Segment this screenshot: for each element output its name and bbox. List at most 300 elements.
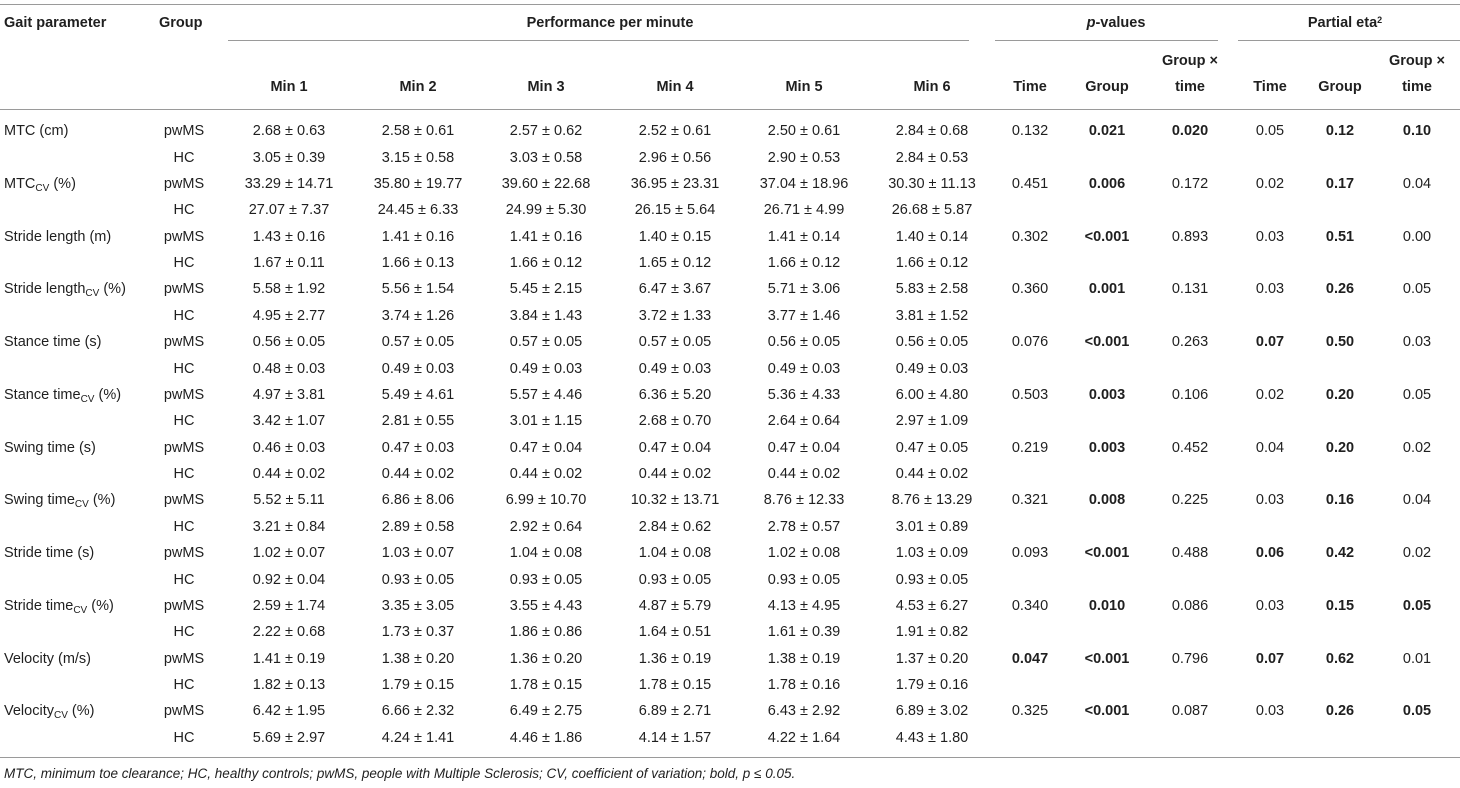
hc-min-1-value: 0.48 ± 0.03 xyxy=(252,361,326,377)
hc-min-4-value: 2.84 ± 0.62 xyxy=(638,519,712,535)
pwms-min-6-value: 0.47 ± 0.05 xyxy=(895,440,969,456)
hc-min-4-value: 1.65 ± 0.12 xyxy=(638,255,712,271)
eta-value-time: 0.07 xyxy=(1255,651,1285,667)
hc-min-6-value: 4.43 ± 1.80 xyxy=(895,730,969,746)
p-value-group: <0.001 xyxy=(1084,651,1130,667)
parameter-name: Stride length (m) xyxy=(4,229,112,245)
group-label-hc: HC xyxy=(173,624,195,640)
eta-value-group: 0.12 xyxy=(1325,123,1355,139)
eta-value-group: 0.42 xyxy=(1325,545,1355,561)
header-p-gxt-line2: time xyxy=(1175,79,1205,95)
header-pvalues-p: p xyxy=(1086,15,1096,31)
eta-value-time: 0.03 xyxy=(1255,281,1285,297)
hc-min-1-value: 5.69 ± 2.97 xyxy=(252,730,326,746)
hc-min-6-value: 3.01 ± 0.89 xyxy=(895,519,969,535)
hc-min-5-value: 1.61 ± 0.39 xyxy=(767,624,841,640)
p-value-time: 0.340 xyxy=(1011,598,1049,614)
hc-min-1-value: 1.82 ± 0.13 xyxy=(252,677,326,693)
hc-min-6-value: 1.79 ± 0.16 xyxy=(895,677,969,693)
pwms-min-5-value: 37.04 ± 18.96 xyxy=(759,176,849,192)
hc-min-1-value: 27.07 ± 7.37 xyxy=(248,202,330,218)
group-label-pwms: pwMS xyxy=(163,703,205,719)
pwms-min-6-value: 6.00 ± 4.80 xyxy=(895,387,969,403)
eta-value-group-x-time: 0.02 xyxy=(1402,440,1432,456)
eta-value-time: 0.03 xyxy=(1255,598,1285,614)
pwms-min-3-value: 39.60 ± 22.68 xyxy=(501,176,591,192)
pwms-min-6-value: 0.56 ± 0.05 xyxy=(895,334,969,350)
hc-min-1-value: 0.92 ± 0.04 xyxy=(252,572,326,588)
pwms-min-6-value: 1.37 ± 0.20 xyxy=(895,651,969,667)
hc-min-3-value: 3.84 ± 1.43 xyxy=(509,308,583,324)
p-value-group-x-time: 0.452 xyxy=(1171,440,1209,456)
parameter-unit: (%) xyxy=(49,176,76,192)
header-min-4: Min 4 xyxy=(656,79,694,95)
parameter-name: Velocity (m/s) xyxy=(4,651,92,667)
parameter-name: Stance time xyxy=(4,387,81,403)
hc-min-6-value: 2.97 ± 1.09 xyxy=(895,413,969,429)
p-value-group: 0.021 xyxy=(1088,123,1126,139)
hc-min-1-value: 1.67 ± 0.11 xyxy=(253,255,325,271)
pwms-min-3-value: 2.57 ± 0.62 xyxy=(509,123,583,139)
hc-min-2-value: 1.79 ± 0.15 xyxy=(381,677,455,693)
pwms-min-5-value: 1.02 ± 0.08 xyxy=(767,545,841,561)
group-label-pwms: pwMS xyxy=(163,545,205,561)
parameter-name: MTC (cm) xyxy=(4,123,69,139)
eta-value-group: 0.15 xyxy=(1325,598,1355,614)
p-value-group-x-time: 0.796 xyxy=(1171,651,1209,667)
group-label-pwms: pwMS xyxy=(163,176,205,192)
hc-min-3-value: 2.92 ± 0.64 xyxy=(509,519,583,535)
hc-min-5-value: 26.71 ± 4.99 xyxy=(763,202,845,218)
hc-min-6-value: 2.84 ± 0.53 xyxy=(895,150,969,166)
pwms-min-4-value: 2.52 ± 0.61 xyxy=(638,123,712,139)
pwms-min-1-value: 0.56 ± 0.05 xyxy=(252,334,326,350)
parameter-name: Stride length xyxy=(4,281,86,297)
eta-value-group: 0.26 xyxy=(1325,281,1355,297)
p-value-time: 0.219 xyxy=(1011,440,1049,456)
pwms-min-4-value: 36.95 ± 23.31 xyxy=(630,176,720,192)
hc-min-3-value: 1.86 ± 0.86 xyxy=(509,624,583,640)
hc-min-1-value: 3.21 ± 0.84 xyxy=(252,519,326,535)
hc-min-4-value: 1.64 ± 0.51 xyxy=(638,624,712,640)
hc-min-6-value: 0.49 ± 0.03 xyxy=(895,361,969,377)
eta-underline xyxy=(1238,40,1460,41)
footnote: MTC, minimum toe clearance; HC, healthy controls; pwMS, people with Multiple Sclerosis; CV, coefficient of variation; bold, p ≤ 0.05. xyxy=(4,766,796,781)
eta-value-group-x-time: 0.04 xyxy=(1402,176,1432,192)
eta-value-group-x-time: 0.05 xyxy=(1402,598,1432,614)
pwms-min-6-value: 6.89 ± 3.02 xyxy=(895,703,969,719)
p-value-group: 0.001 xyxy=(1088,281,1126,297)
parameter-label xyxy=(4,439,96,457)
p-value-group-x-time: 0.106 xyxy=(1171,387,1209,403)
hc-min-1-value: 3.42 ± 1.07 xyxy=(252,413,326,429)
hc-min-2-value: 1.73 ± 0.37 xyxy=(381,624,455,640)
p-value-group: 0.006 xyxy=(1088,176,1126,192)
group-label-hc: HC xyxy=(173,202,195,218)
eta-value-time: 0.05 xyxy=(1255,123,1285,139)
group-label-hc: HC xyxy=(173,150,195,166)
eta-value-group: 0.20 xyxy=(1325,387,1355,403)
pwms-min-5-value: 2.50 ± 0.61 xyxy=(767,123,841,139)
pwms-min-2-value: 3.35 ± 3.05 xyxy=(381,598,455,614)
pwms-min-1-value: 33.29 ± 14.71 xyxy=(244,176,334,192)
p-value-time: 0.093 xyxy=(1011,545,1049,561)
p-value-group-x-time: 0.225 xyxy=(1171,492,1209,508)
pwms-min-4-value: 6.89 ± 2.71 xyxy=(638,703,712,719)
hc-min-3-value: 1.66 ± 0.12 xyxy=(509,255,583,271)
parameter-unit: (%) xyxy=(88,492,116,508)
eta-value-time: 0.03 xyxy=(1255,492,1285,508)
hc-min-2-value: 3.74 ± 1.26 xyxy=(381,308,455,324)
hc-min-1-value: 4.95 ± 2.77 xyxy=(252,308,326,324)
p-value-group-x-time: 0.086 xyxy=(1171,598,1209,614)
eta-value-group: 0.50 xyxy=(1325,334,1355,350)
hc-min-4-value: 26.15 ± 5.64 xyxy=(634,202,716,218)
p-value-group-x-time: 0.131 xyxy=(1171,281,1209,297)
parameter-name: MTC xyxy=(4,176,36,192)
parameter-name: Swing time (s) xyxy=(4,440,96,456)
hc-min-3-value: 3.03 ± 0.58 xyxy=(509,150,583,166)
parameter-label xyxy=(4,386,121,404)
header-min-3: Min 3 xyxy=(527,79,565,95)
eta-value-time: 0.02 xyxy=(1255,176,1285,192)
p-value-time: 0.132 xyxy=(1011,123,1049,139)
pwms-min-5-value: 1.41 ± 0.14 xyxy=(767,229,841,245)
hc-min-5-value: 0.93 ± 0.05 xyxy=(767,572,841,588)
eta-value-time: 0.04 xyxy=(1255,440,1285,456)
p-value-group: 0.008 xyxy=(1088,492,1126,508)
hc-min-3-value: 0.49 ± 0.03 xyxy=(509,361,583,377)
eta-value-group: 0.17 xyxy=(1325,176,1355,192)
p-value-group: 0.003 xyxy=(1088,440,1126,456)
eta-value-group: 0.26 xyxy=(1325,703,1355,719)
pwms-min-5-value: 8.76 ± 12.33 xyxy=(763,492,845,508)
pwms-min-3-value: 5.45 ± 2.15 xyxy=(509,281,583,297)
hc-min-5-value: 1.78 ± 0.16 xyxy=(767,677,841,693)
pwms-min-1-value: 5.52 ± 5.11 xyxy=(253,492,325,508)
pwms-min-2-value: 0.47 ± 0.03 xyxy=(381,440,455,456)
group-label-hc: HC xyxy=(173,255,195,271)
parameter-label xyxy=(4,650,91,668)
hc-min-2-value: 24.45 ± 6.33 xyxy=(377,202,459,218)
parameter-name: Swing time xyxy=(4,492,75,508)
header-min-2: Min 2 xyxy=(399,79,437,95)
eta-value-group-x-time: 0.10 xyxy=(1402,123,1432,139)
group-label-pwms: pwMS xyxy=(163,229,205,245)
pwms-min-3-value: 5.57 ± 4.46 xyxy=(509,387,583,403)
hc-min-6-value: 1.91 ± 0.82 xyxy=(895,624,969,640)
p-value-time: 0.321 xyxy=(1011,492,1049,508)
hc-min-1-value: 3.05 ± 0.39 xyxy=(252,150,326,166)
parameter-subscript: CV xyxy=(85,288,100,299)
hc-min-3-value: 24.99 ± 5.30 xyxy=(505,202,587,218)
pwms-min-1-value: 1.02 ± 0.07 xyxy=(252,545,326,561)
hc-min-6-value: 3.81 ± 1.52 xyxy=(895,308,969,324)
hc-min-2-value: 2.81 ± 0.55 xyxy=(381,413,455,429)
hc-min-2-value: 1.66 ± 0.13 xyxy=(381,255,455,271)
group-label-pwms: pwMS xyxy=(163,334,205,350)
pwms-min-4-value: 10.32 ± 13.71 xyxy=(630,492,720,508)
parameter-label xyxy=(4,175,76,193)
header-partial-eta-text: Partial eta xyxy=(1307,15,1378,31)
hc-min-5-value: 2.90 ± 0.53 xyxy=(767,150,841,166)
pwms-min-4-value: 0.57 ± 0.05 xyxy=(638,334,712,350)
pwms-min-6-value: 5.83 ± 2.58 xyxy=(895,281,969,297)
p-value-time: 0.076 xyxy=(1011,334,1049,350)
hc-min-2-value: 3.15 ± 0.58 xyxy=(381,150,455,166)
parameter-unit: (%) xyxy=(99,281,126,297)
eta-value-group-x-time: 0.03 xyxy=(1402,334,1432,350)
pwms-min-1-value: 5.58 ± 1.92 xyxy=(252,281,326,297)
group-label-hc: HC xyxy=(173,466,195,482)
group-label-hc: HC xyxy=(173,361,195,377)
pwms-min-3-value: 6.49 ± 2.75 xyxy=(509,703,583,719)
pwms-min-4-value: 1.40 ± 0.15 xyxy=(638,229,712,245)
hc-min-3-value: 0.44 ± 0.02 xyxy=(509,466,583,482)
pwms-min-1-value: 6.42 ± 1.95 xyxy=(252,703,326,719)
eta-value-group: 0.20 xyxy=(1325,440,1355,456)
pwms-min-4-value: 6.36 ± 5.20 xyxy=(638,387,712,403)
p-value-group-x-time: 0.020 xyxy=(1171,123,1209,139)
p-value-time: 0.451 xyxy=(1011,176,1049,192)
parameter-label xyxy=(4,122,68,140)
pwms-min-6-value: 2.84 ± 0.68 xyxy=(895,123,969,139)
hc-min-3-value: 0.93 ± 0.05 xyxy=(509,572,583,588)
group-label-hc: HC xyxy=(173,413,195,429)
performance-underline xyxy=(228,40,969,41)
group-label-hc: HC xyxy=(173,572,195,588)
pwms-min-3-value: 0.47 ± 0.04 xyxy=(509,440,583,456)
header-min-5: Min 5 xyxy=(785,79,823,95)
pwms-min-1-value: 4.97 ± 3.81 xyxy=(252,387,326,403)
p-value-time: 0.325 xyxy=(1011,703,1049,719)
header-pvalues-rest: -values xyxy=(1095,15,1146,31)
pwms-min-4-value: 1.04 ± 0.08 xyxy=(638,545,712,561)
hc-min-2-value: 0.93 ± 0.05 xyxy=(381,572,455,588)
pwms-min-3-value: 1.04 ± 0.08 xyxy=(509,545,583,561)
hc-min-3-value: 1.78 ± 0.15 xyxy=(509,677,583,693)
pwms-min-3-value: 1.36 ± 0.20 xyxy=(509,651,583,667)
hc-min-5-value: 0.49 ± 0.03 xyxy=(767,361,841,377)
header-partial-eta xyxy=(1308,14,1382,32)
header-pvalues xyxy=(1087,14,1146,32)
eta-value-time: 0.02 xyxy=(1255,387,1285,403)
hc-min-5-value: 4.22 ± 1.64 xyxy=(767,730,841,746)
eta-value-group-x-time: 0.05 xyxy=(1402,281,1432,297)
p-value-group: <0.001 xyxy=(1084,703,1130,719)
p-value-time: 0.047 xyxy=(1011,651,1049,667)
eta-value-time: 0.03 xyxy=(1255,229,1285,245)
parameter-unit: (%) xyxy=(67,703,95,719)
pwms-min-2-value: 6.66 ± 2.32 xyxy=(381,703,455,719)
pwms-min-3-value: 3.55 ± 4.43 xyxy=(509,598,583,614)
parameter-subscript: CV xyxy=(74,499,89,510)
hc-min-5-value: 0.44 ± 0.02 xyxy=(767,466,841,482)
p-value-group: 0.010 xyxy=(1088,598,1126,614)
pwms-min-1-value: 1.43 ± 0.16 xyxy=(252,229,326,245)
parameter-label xyxy=(4,597,114,615)
eta-value-time: 0.07 xyxy=(1255,334,1285,350)
pwms-min-4-value: 1.36 ± 0.19 xyxy=(638,651,712,667)
eta-value-group-x-time: 0.04 xyxy=(1402,492,1432,508)
hc-min-5-value: 2.64 ± 0.64 xyxy=(767,413,841,429)
parameter-subscript: CV xyxy=(73,605,88,616)
pwms-min-2-value: 5.49 ± 4.61 xyxy=(381,387,455,403)
table-bottom-rule xyxy=(0,757,1460,758)
parameter-subscript: CV xyxy=(53,710,68,721)
pwms-min-6-value: 8.76 ± 13.29 xyxy=(891,492,973,508)
pwms-min-1-value: 1.41 ± 0.19 xyxy=(252,651,326,667)
pwms-min-1-value: 0.46 ± 0.03 xyxy=(252,440,326,456)
hc-min-4-value: 0.49 ± 0.03 xyxy=(638,361,712,377)
pwms-min-2-value: 5.56 ± 1.54 xyxy=(381,281,455,297)
group-label-pwms: pwMS xyxy=(163,123,205,139)
parameter-label xyxy=(4,702,94,720)
header-eta-gxt-line2: time xyxy=(1402,79,1432,95)
pwms-min-5-value: 4.13 ± 4.95 xyxy=(767,598,841,614)
parameter-unit: (%) xyxy=(94,387,122,403)
header-eta-gxt-line1: Group × xyxy=(1389,53,1445,69)
group-label-hc: HC xyxy=(173,519,195,535)
pwms-min-2-value: 1.41 ± 0.16 xyxy=(381,229,455,245)
table-top-rule xyxy=(0,4,1460,5)
header-performance: Performance per minute xyxy=(526,15,694,31)
hc-min-3-value: 4.46 ± 1.86 xyxy=(509,730,583,746)
hc-min-2-value: 0.44 ± 0.02 xyxy=(381,466,455,482)
p-value-time: 0.302 xyxy=(1011,229,1049,245)
pwms-min-5-value: 5.71 ± 3.06 xyxy=(767,281,841,297)
hc-min-5-value: 3.77 ± 1.46 xyxy=(767,308,841,324)
p-value-group-x-time: 0.263 xyxy=(1171,334,1209,350)
eta-value-group-x-time: 0.02 xyxy=(1402,545,1432,561)
eta-value-group: 0.16 xyxy=(1325,492,1355,508)
pwms-min-4-value: 6.47 ± 3.67 xyxy=(638,281,712,297)
p-value-time: 0.503 xyxy=(1011,387,1049,403)
p-value-group: <0.001 xyxy=(1084,545,1130,561)
pwms-min-2-value: 2.58 ± 0.61 xyxy=(381,123,455,139)
parameter-label xyxy=(4,544,94,562)
pwms-min-5-value: 1.38 ± 0.19 xyxy=(767,651,841,667)
header-eta-time: Time xyxy=(1253,79,1287,95)
pwms-min-4-value: 4.87 ± 5.79 xyxy=(638,598,712,614)
pwms-min-2-value: 1.38 ± 0.20 xyxy=(381,651,455,667)
eta-value-time: 0.06 xyxy=(1255,545,1285,561)
parameter-name: Stride time (s) xyxy=(4,545,95,561)
header-bottom-rule xyxy=(0,109,1460,110)
group-label-hc: HC xyxy=(173,677,195,693)
header-min-6: Min 6 xyxy=(913,79,951,95)
p-value-group: <0.001 xyxy=(1084,334,1130,350)
pwms-min-5-value: 0.47 ± 0.04 xyxy=(767,440,841,456)
parameter-subscript: CV xyxy=(80,394,95,405)
eta-value-group-x-time: 0.00 xyxy=(1402,229,1432,245)
eta-value-group: 0.51 xyxy=(1325,229,1355,245)
hc-min-4-value: 0.44 ± 0.02 xyxy=(638,466,712,482)
eta-value-group-x-time: 0.01 xyxy=(1402,651,1432,667)
pwms-min-2-value: 35.80 ± 19.77 xyxy=(373,176,463,192)
hc-min-6-value: 0.93 ± 0.05 xyxy=(895,572,969,588)
group-label-pwms: pwMS xyxy=(163,651,205,667)
header-p-gxt-line1: Group × xyxy=(1162,53,1218,69)
eta-value-time: 0.03 xyxy=(1255,703,1285,719)
hc-min-4-value: 2.68 ± 0.70 xyxy=(638,413,712,429)
header-p-time: Time xyxy=(1013,79,1047,95)
hc-min-2-value: 0.49 ± 0.03 xyxy=(381,361,455,377)
pwms-min-1-value: 2.68 ± 0.63 xyxy=(252,123,326,139)
hc-min-6-value: 1.66 ± 0.12 xyxy=(895,255,969,271)
parameter-label xyxy=(4,491,115,509)
parameter-name: Stride time xyxy=(4,598,74,614)
pwms-min-1-value: 2.59 ± 1.74 xyxy=(252,598,326,614)
header-p-group: Group xyxy=(1085,79,1129,95)
p-value-group: <0.001 xyxy=(1084,229,1130,245)
hc-min-3-value: 3.01 ± 1.15 xyxy=(509,413,583,429)
parameter-subscript: CV xyxy=(35,183,50,194)
parameter-label xyxy=(4,228,111,246)
eta-value-group: 0.62 xyxy=(1325,651,1355,667)
p-value-group-x-time: 0.172 xyxy=(1171,176,1209,192)
hc-min-4-value: 4.14 ± 1.57 xyxy=(638,730,712,746)
group-label-pwms: pwMS xyxy=(163,598,205,614)
parameter-unit: (%) xyxy=(87,598,114,614)
pwms-min-6-value: 4.53 ± 6.27 xyxy=(895,598,969,614)
hc-min-5-value: 1.66 ± 0.12 xyxy=(767,255,841,271)
pwms-min-3-value: 6.99 ± 10.70 xyxy=(505,492,587,508)
pwms-min-2-value: 6.86 ± 8.06 xyxy=(381,492,455,508)
pwms-min-5-value: 6.43 ± 2.92 xyxy=(767,703,841,719)
group-label-hc: HC xyxy=(173,308,195,324)
pwms-min-6-value: 30.30 ± 11.13 xyxy=(888,176,976,192)
pwms-min-6-value: 1.03 ± 0.09 xyxy=(895,545,969,561)
hc-min-4-value: 0.93 ± 0.05 xyxy=(638,572,712,588)
parameter-label xyxy=(4,280,126,298)
pwms-min-4-value: 0.47 ± 0.04 xyxy=(638,440,712,456)
group-label-pwms: pwMS xyxy=(163,440,205,456)
hc-min-6-value: 26.68 ± 5.87 xyxy=(891,202,973,218)
hc-min-2-value: 4.24 ± 1.41 xyxy=(381,730,455,746)
hc-min-2-value: 2.89 ± 0.58 xyxy=(381,519,455,535)
hc-min-5-value: 2.78 ± 0.57 xyxy=(767,519,841,535)
header-gait-parameter: Gait parameter xyxy=(4,15,107,31)
parameter-label xyxy=(4,333,102,351)
group-label-hc: HC xyxy=(173,730,195,746)
pwms-min-3-value: 0.57 ± 0.05 xyxy=(509,334,583,350)
hc-min-4-value: 1.78 ± 0.15 xyxy=(638,677,712,693)
p-value-time: 0.360 xyxy=(1011,281,1049,297)
group-label-pwms: pwMS xyxy=(163,492,205,508)
pwms-min-2-value: 0.57 ± 0.05 xyxy=(381,334,455,350)
hc-min-4-value: 3.72 ± 1.33 xyxy=(638,308,712,324)
header-eta-group: Group xyxy=(1318,79,1362,95)
eta-value-group-x-time: 0.05 xyxy=(1402,703,1432,719)
eta-value-group-x-time: 0.05 xyxy=(1402,387,1432,403)
pvalues-underline xyxy=(995,40,1218,41)
pwms-min-3-value: 1.41 ± 0.16 xyxy=(509,229,583,245)
header-partial-eta-sup: 2 xyxy=(1377,15,1383,25)
pwms-min-2-value: 1.03 ± 0.07 xyxy=(381,545,455,561)
p-value-group-x-time: 0.488 xyxy=(1171,545,1209,561)
group-label-pwms: pwMS xyxy=(163,387,205,403)
p-value-group-x-time: 0.087 xyxy=(1171,703,1209,719)
hc-min-6-value: 0.44 ± 0.02 xyxy=(895,466,969,482)
hc-min-1-value: 2.22 ± 0.68 xyxy=(252,624,326,640)
parameter-name: Stance time (s) xyxy=(4,334,102,350)
hc-min-1-value: 0.44 ± 0.02 xyxy=(252,466,326,482)
header-group: Group xyxy=(159,15,203,31)
parameter-name: Velocity xyxy=(4,703,54,719)
pwms-min-5-value: 0.56 ± 0.05 xyxy=(767,334,841,350)
pwms-min-6-value: 1.40 ± 0.14 xyxy=(895,229,969,245)
